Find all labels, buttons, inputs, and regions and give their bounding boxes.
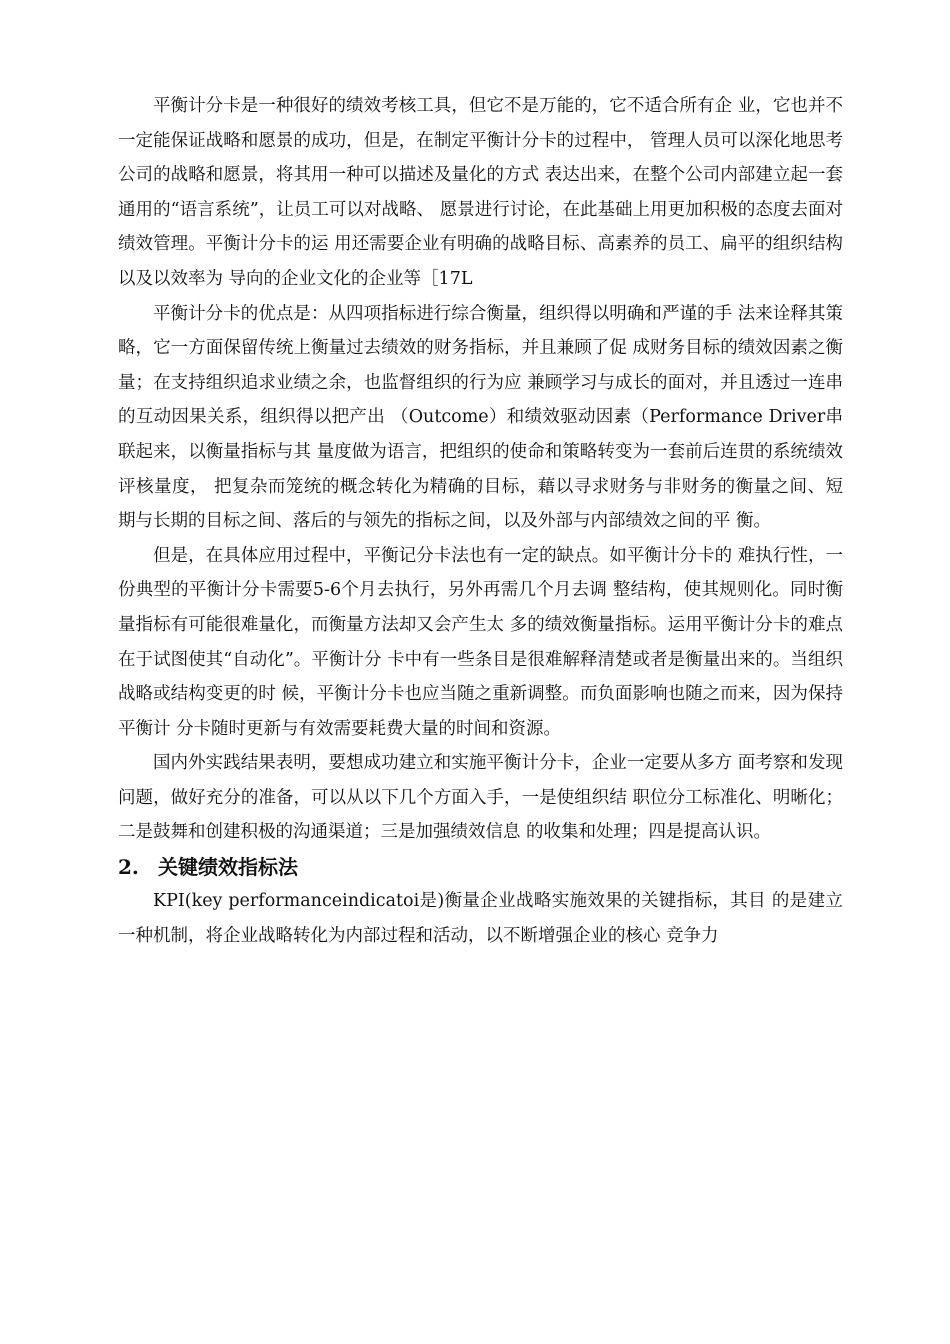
document-body bbox=[118, 89, 843, 953]
paragraph-bsc-implementation: 国内外实践结果表明，要想成功建立和实施平衡计分卡，企业一定要从多方 面考察和发现问题，做好充分的准备，可以从以下几个方面入手，一是使组织结 职位分工标准化、明晰化；二是鼓舞和创建积极的沟通渠道；三是加强绩效信息 的收集和处理；四是提高认识。 bbox=[118, 753, 843, 843]
section-number: 2. bbox=[118, 855, 139, 880]
paragraph-bsc-drawbacks: 但是，在具体应用过程中，平衡记分卡法也有一定的缺点。如平衡计分卡的 难执行性，一份典型的平衡计分卡需要5-6个月去执行，另外再需几个月去调 整结构，使其规则化。同时衡量指标有可能很难量化，而衡量方法却又会产生太 多的绩效衡量指标。运用平衡计分卡的难点在于试图使其“自动化”。平衡计分 卡中有一些条目是很难解释清楚或者是衡量出来的。当组织战略或结构变更的时 候，平衡计分卡也应当随之重新调整。而负面影响也随之而来，因为保持平衡计 分卡随时更新与有效需要耗费大量的时间和资源。 bbox=[118, 545, 843, 739]
paragraph-kpi-intro: KPI(key performanceindicatoi是)衡量企业战略实施效果的关键指标，其目 的是建立一种机制，将企业战略转化为内部过程和活动，以不断增强企业的核心 竞争力 bbox=[118, 891, 843, 946]
section-title: 关键绩效指标法 bbox=[158, 855, 298, 880]
paragraph-bsc-limitations: 平衡计分卡是一种很好的绩效考核工具，但它不是万能的，它不适合所有企 业，它也并不一定能保证战略和愿景的成功，但是，在制定平衡计分卡的过程中， 管理人员可以深化地思考公司的战略和愿景，将其用一种可以描述及量化的方式 表达出来，在整个公司内部建立起一套通用的“语言系统”，让员工可以对战略、 愿景进行讨论，在此基础上用更加积极的态度去面对绩效管理。平衡计分卡的运 用还需要企业有明确的战略目标、高素养的员工、扁平的组织结构以及以效率为 导向的企业文化的企业等［17L bbox=[118, 96, 843, 289]
section-heading bbox=[118, 850, 843, 884]
paragraph-bsc-advantages: 平衡计分卡的优点是：从四项指标进行综合衡量，组织得以明确和严谨的手 法来诠释其策略，它一方面保留传统上衡量过去绩效的财务指标，并且兼顾了促 成财务目标的绩效因素之衡量；在支持组织追求业绩之余，也监督组织的行为应 兼顾学习与成长的面对，并且透过一连串的互动因果关系，组织得以把产出 （Outcome）和绩效驱动因素（Performance Driver串联起来，以衡量指标与其 量度做为语言，把组织的使命和策略转变为一套前后连贯的系统绩效评核量度， 把复杂而笼统的概念转化为精确的目标，藉以寻求财务与非财务的衡量之间、短 期与长期的目标之间、落后的与领先的指标之间，以及外部与内部绩效之间的平 衡。 bbox=[118, 303, 843, 532]
